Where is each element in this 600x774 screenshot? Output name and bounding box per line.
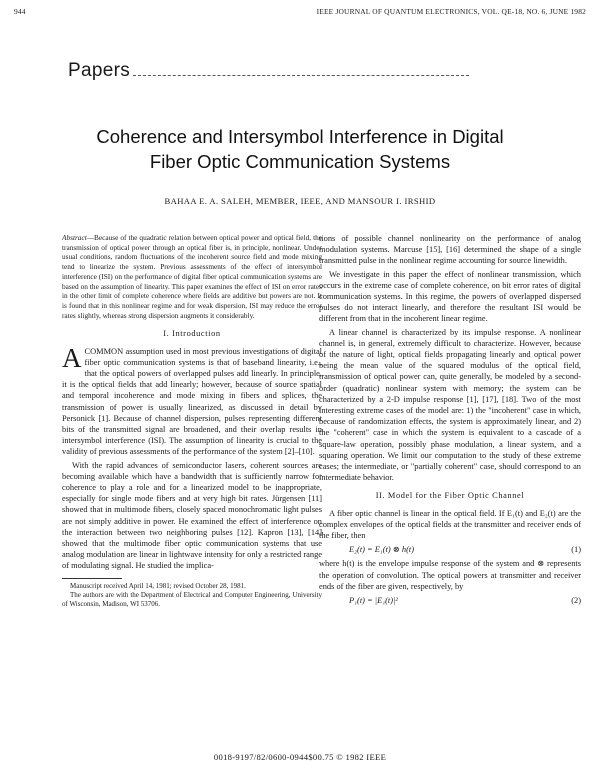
copyright-line: 0018-9197/82/0600-0944$00.75 © 1982 IEEE [213, 752, 387, 762]
footnote-affiliation: The authors are with the Department of Electrical and Computer Engineering, University of Wisconsin, Madison, WI 53706. [62, 590, 322, 608]
paragraph-impulse: where h(t) is the envelope impulse response of the system and ⊗ represents the operation of convolution. The optical powers at transmitter and receiver ends of the fiber are given, respectively, by [319, 559, 581, 591]
page-number: 944 [14, 7, 26, 16]
model-heading: II. Model for the Fiber Optic Channel [375, 491, 525, 501]
paper-title [20, 124, 580, 174]
authors: BAHAA E. A. SALEH, MEMBER, IEEE, AND MANSOUR I. IRSHID [164, 196, 436, 206]
abstract [62, 233, 322, 320]
paragraph-investigation: We investigate in this paper the effect of nonlinear transmission, which occurs in the extreme case of complete coherence, on bit error rates of digital communication systems. In this regime, the powers of overlapped dispersed pulses do not interact linearly, and therefore the resultant ISI would be different from that in the incoherent linear regime. [319, 269, 581, 324]
footnote-rule [62, 578, 122, 579]
drop-cap: A [62, 342, 82, 373]
left-column [62, 233, 322, 609]
intro-paragraph-2: With the rapid advances of semiconductor lasers, coherent sources are becoming available which have a bandwidth that is sufficiently narrow for coherence to play a role and for a linearized model to be inappropriate, especially for single mode fibers and at very high bit rates. Jürgensen [11] showed that in multimode fibers, closely spaced monochromatic light pulses are not simply additive in power. He examined the effect of interference on the interaction between two neighboring pulses [12]. Kapron [13], [14] showed that the multimode fiber optic communication systems that use analog modulation are linear in lightwave intensity for only a restricted range of modulating signal. He studied the implica- [62, 460, 322, 571]
equation-2-body: P₁(t) = |E₁(t)|² [349, 596, 398, 606]
footnote-received: Manuscript received April 14, 1981; revised October 28, 1981. [70, 581, 246, 590]
paragraph-continued: tions of possible channel nonlinearity on the performance of analog modulation systems. Marcuse [15], [16] determined the shape of a single transmitted pulse in the nonlinear regime accounting for source linewidth. [319, 234, 581, 266]
paragraph-linear-channel: A linear channel is characterized by its impulse response. A nonlinear channel is, in general, extremely difficult to characterize. However, because of the nature of light, optical fields propagating linearly and optical power being the mean value of the squared modulus of the optical field, transmission of optical power can, quite generally, be modeled by a second-order (quadratic) nonlinear system with memory; the system can be characterized by a 2-D impulse response [1], [17], [18]. Two of the most interesting extreme cases of the model are: 1) the "incoherent" case in which, because of randomization effects, the system is approximately linear, and 2) the "coherent" case in which the system is equivalent to a cascade of a square-law operation, possibly phase modulation, a linear system, and a squaring operation. We limit our computation to the study of these extreme cases; the intermediate, or "partially coherent" case, should correspond to an intermediate behavior. [319, 327, 581, 483]
equation-1-number: (1) [571, 545, 581, 555]
equation-1-body: E₂(t) = E₁(t) ⊗ h(t) [349, 545, 415, 555]
intro-paragraph-1-text: COMMON assumption used in most previous investigations of digital fiber optic communication systems is that of baseband linearity, i.e., that the optical powers of overlapped pulses add linearly. In principle, it is the optical fields that add linearly; however, because of source spatial and temporal incoherence and mode mixing in fibers and splices, the transmission of power is usually linearized, as discussed in detail by Personick [1]. Because of channel dispersion, pulses representing different bits of the transmitted signal are broadened, and their overlap results in intersymbol interference (ISI). The assumption of linearity is crucial to the validity of previous assessments of the performance of the system [2]–[10]. [62, 346, 322, 457]
running-header [14, 7, 586, 21]
equation-1 [319, 544, 581, 555]
intro-heading: I. Introduction [163, 329, 221, 339]
title-line-2: Fiber Optic Communication Systems [149, 151, 451, 172]
paragraph-fiber-channel: A fiber optic channel is linear in the optical field. If E₁(t) and E₂(t) are the complex envelopes of the optical fields at the transmitter and receiver ends of the fiber, then [319, 508, 581, 541]
intro-paragraph-1 [62, 342, 322, 458]
section-rule [133, 75, 469, 76]
abstract-text: —Because of the quadratic relation between optical power and optical field, the transmission of optical power through an optical fiber is, in principle, nonlinear. Under usual conditions, random fluctuations of the incoherent source field and mode mixing tend to linearize the system. Previous assessments of the effect of intersymbol interference (ISI) on the performance of digital fiber optical communication systems are based on the assumption of linearity. This paper examines the effect of ISI on error rates in the other limit of complete coherence where fields are additive but powers are not. It is found that in this nonlinear regime and for weak dispersion, ISI may reduce the error rates slightly, whereas strong dispersion augments it considerably. [62, 233, 322, 320]
abstract-label: Abstract [62, 233, 87, 242]
title-line-1: Coherence and Intersymbol Interference in Digital [96, 126, 504, 147]
equation-2-number: (2) [571, 596, 581, 606]
section-label: Papers [68, 60, 131, 81]
right-column [319, 233, 581, 606]
equation-2 [319, 595, 581, 606]
journal-name: IEEE JOURNAL OF QUANTUM ELECTRONICS, VOL. QE-18, NO. 6, JUNE 1982 [316, 7, 586, 16]
